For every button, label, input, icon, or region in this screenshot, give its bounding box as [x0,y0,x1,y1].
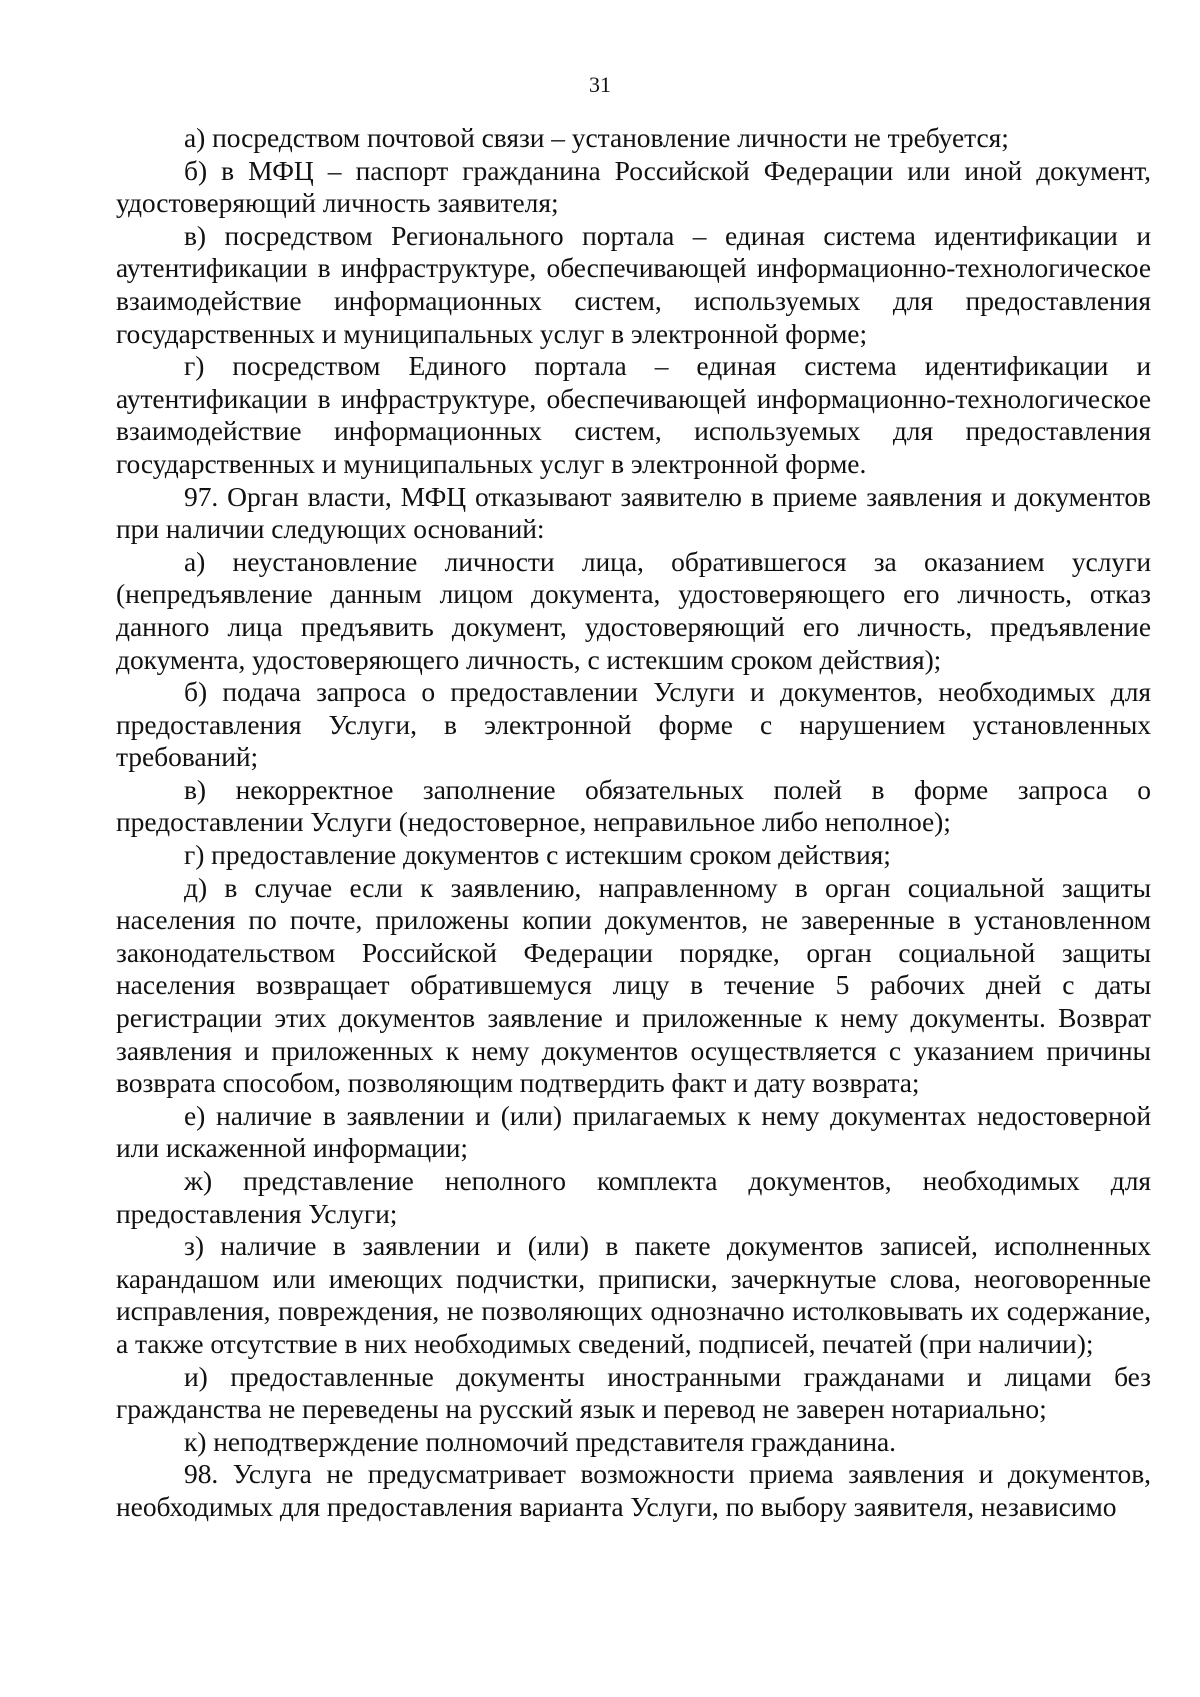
paragraph-1c-regional-portal: в) посредством Регионального портала – единая система идентификации и аутентификации в инфраструктуре, обеспечивающей информационно-технологическое взаимодействие информационных систем, используемых для предоставления государственных и муниципальных услуг в электронной форме; [116,219,1151,349]
paragraph-97-intro: 97. Орган власти, МФЦ отказывают заявителю в приеме заявления и документов при наличии следующих оснований: [116,480,1151,545]
paragraph-1a-postal: а) посредством почтовой связи – установление личности не требуется; [184,122,1009,153]
paragraph-97f: е) наличие в заявлении и (или) прилагаемых к нему документах недостоверной или искаженной информации; [116,1099,1151,1164]
paragraph-97i: и) предоставленные документы иностранными гражданами и лицами без гражданства не переведены на русский язык и перевод не заверен нотариально; [116,1360,1151,1425]
paragraph-1b-mfc: б) в МФЦ – паспорт гражданина Российской Федерации или иной документ, удостоверяющий личность заявителя; [116,154,1151,219]
paragraph-97j: к) неподтверждение полномочий представителя гражданина. [184,1425,896,1457]
paragraph-97e: д) в случае если к заявлению, направленному в орган социальной защиты населения по почте, приложены копии документов, не заверенные в установленном законодательством Российской Федерации порядке, орган социальной защиты населения возвращает обратившемуся лицу в течение 5 рабочих дней с даты регистрации этих документов заявление и приложенные к нему документы. Возврат заявления и приложенных к нему документов осуществляется с указанием причины возврата способом, позволяющим подтвердить факт и дату возврата; [116,871,1151,1099]
paragraph-97g: ж) представление неполного комплекта документов, необходимых для предоставления Услуги; [116,1165,1151,1229]
paragraph-98: 98. Услуга не предусматривает возможности приема заявления и документов, необходимых для предоставления варианта Услуги, по выбору заявителя, независимо [116,1458,1151,1522]
paragraph-97h: з) наличие в заявлении и (или) в пакете документов записей, исполненных карандашом или имеющих подчистки, приписки, зачеркнутые слова, неоговоренные исправления, повреждения, не позволяющих однозначно истолковывать их содержание, а также отсутствие в них необходимых сведений, подписей, печатей (при наличии); [116,1230,1151,1359]
paragraph-97d: г) предоставление документов с истекшим сроком действия; [184,839,891,871]
paragraph-97b: б) подача запроса о предоставлении Услуги и документов, необходимых для предоставления Услуги, в электронной форме с нарушением установленных требований; [116,676,1151,773]
paragraph-97c: в) некорректное заполнение обязательных полей в форме запроса о предоставлении Услуги (недостоверное, неправильное либо неполное); [116,773,1151,838]
paragraph-97a: а) неустановление личности лица, обратившегося за оказанием услуги (непредъявление данным лицом документа, удостоверяющего его личность, отказ данного лица предъявить документ, удостоверяющий его личность, предъявление документа, удостоверяющего личность, с истекшим сроком действия); [116,545,1151,675]
paragraph-1d-unified-portal: г) посредством Единого портала – единая система идентификации и аутентификации в инфраструктуре, обеспечивающей информационно-технологическое взаимодействие информационных систем, используемых для предоставления государственных и муниципальных услуг в электронной форме. [116,350,1151,479]
document-body [116,122,1151,1524]
page-number: 31 [589,72,611,97]
